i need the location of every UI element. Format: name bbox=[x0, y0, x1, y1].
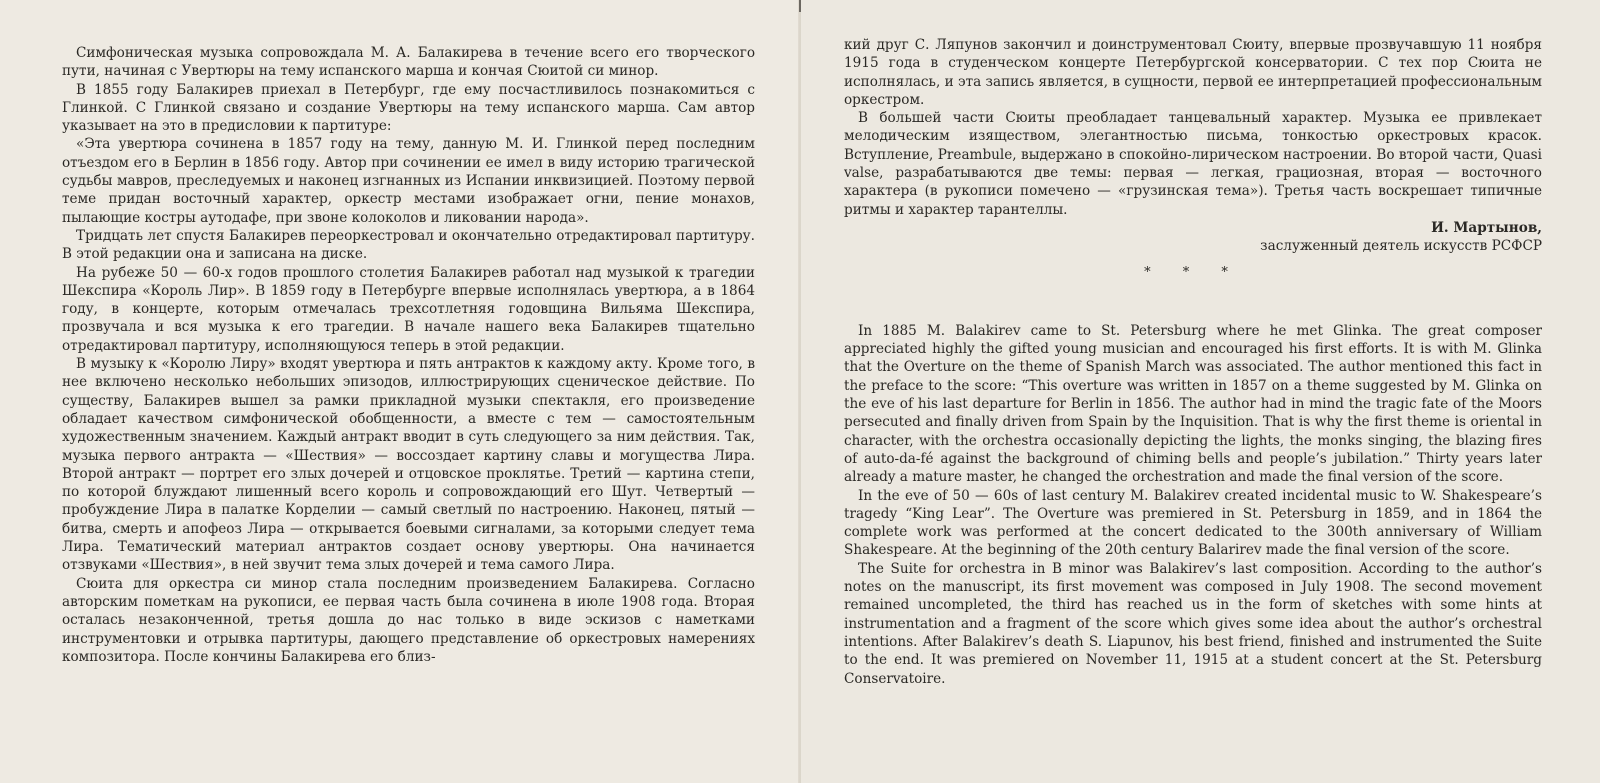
section-separator: * * * bbox=[1144, 264, 1242, 280]
paragraph-king-lear: На рубеже 50 — 60-х годов прошлого столетия Балакирев работал над музыкой к трагедии Шекспира «Король Лир». В 1859 году в Петербурге впервые исполнялась увертюра, а в 1864 году, в концерте, которым отмечалась трехсотлетняя годовщина Вильяма Шекспира, прозвучала и вся музыка к его трагедии. В начале нашего века Балакирев тщательно отредактировал партитуру, исполняющуюся теперь в этой редакции. bbox=[62, 264, 755, 354]
paragraph-en-glinka: In 1885 M. Balakirev came to St. Petersburg where he met Glinka. The great composer appreciated highly the gifted young musician and encouraged his first efforts. It is with M. Glinka that the Overture on the theme of Spanish March was associated. The author mentioned this fact in the preface to the score: “This overture was written in 1857 on a theme suggested by M. Glinka on the eve of his last departure for Berlin in 1856. The author had in mind the tragic fate of the Moors persecuted and finally driven from Spain by the Inquisition. That is why the first theme is oriental in character, with the orchestra occasionally depicting the lights, the monks singing, the blazing fires of auto-da-fé against the background of chiming bells and people’s jubilation.” Thirty years later already a mature master, he changed the orchestration and made the final version of the score. bbox=[844, 322, 1542, 486]
right-page bbox=[801, 0, 1600, 783]
paragraph-en-king-lear: In the eve of 50 — 60s of last century M. Balakirev created incidental music to W. Shakespeare’s tragedy “King Lear”. The Overture was premiered in St. Petersburg in 1859, and in 1864 the complete work was performed at the concert dedicated to the 300th anniversary of William Shakespeare. At the beginning of the 20th century Balarirev made the final version of the score. bbox=[844, 487, 1542, 559]
author-signature-name: И. Мартынов, bbox=[1431, 219, 1542, 236]
paragraph-suite: Сюита для оркестра си минор стала последним произведением Балакирева. Согласно авторским пометкам на рукописи, ее первая часть была сочинена в июле 1908 года. Вторая осталась незаконченной, третья дошла до нас только в виде эскизов с наметками инструментовки и отрывка партитуры, дающего представление об оркестровых намерениях композитора. После кончины Балакирева его близ- bbox=[62, 575, 755, 665]
author-signature-title: заслуженный деятель искусств РСФСР bbox=[1260, 238, 1542, 255]
left-page bbox=[0, 0, 799, 783]
paragraph-entractes: В музыку к «Королю Лиру» входят увертюра и пять антрактов к каждому акту. Кроме того, в нее включено несколько небольших эпизодов, иллюстрирующих сценическое действие. По существу, Балакирев вышел за рамки прикладной музыки спектакля, его произведение обладает качеством симфонической обобщенности, а вместе с тем — самостоятельным художественным значением. Каждый антракт вводит в суть следующего за ним действия. Так, музыка первого антракта — «Шествия» — воссоздает картину славы и могущества Лира. Второй антракт — портрет его злых дочерей и отцовское проклятье. Третий — картина степи, по которой блуждают лишенный всего король и сопровождающий его Шут. Четвертый — пробуждение Лира в палатке Корделии — самый светлый по настроению. Наконец, пятый — битва, смерть и апофеоз Лира — открывается боевыми сигналами, за которыми следует тема Лира. Тематический материал антрактов создает основу увертюры. Она начинается отзвуками «Шествия», в ней звучит тема злых дочерей и тема самого Лира. bbox=[62, 356, 755, 574]
paragraph-preface-quote: «Эта увертюра сочинена в 1857 году на тему, данную М. И. Глинкой перед последним отъездом его в Берлин в 1856 году. Автор при сочинении ее имел в виду историю трагической судьбы мавров, преследуемых и наконец изгнанных из Испании инквизицией. Поэтому первой теме придан восточный характер, оркестр местами изображает огни, пение монахов, пылающие костры аутодафе, при звоне колоколов и ликовании народа». bbox=[62, 136, 755, 226]
paragraph-glinka: В 1855 году Балакирев приехал в Петербург, где ему посчастливилось познакомиться с Глинкой. С Глинкой связано и создание Увертюры на тему испанского марша. Сам автор указывает на это в предисловии к партитуре: bbox=[62, 81, 755, 135]
paragraph-suite-character: В большей части Сюиты преобладает танцевальный характер. Музыка ее привлекает мелодическим изяществом, элегантностью письма, тонкостью оркестровых красок. Вступление, Preambule, выдержано в спокойно-лирическом настроении. Во второй части, Quasi valse, разрабатываются две темы: первая — легкая, грациозная, вторая — восточного характера (в рукописи помечено — «грузинская тема»). Третья часть воскрешает типичные ритмы и характер тарантеллы. bbox=[844, 110, 1542, 218]
paragraph-reorchestration: Тридцать лет спустя Балакирев переоркестровал и окончательно отредактировал партитуру. В этой редакции она и записана на диске. bbox=[62, 227, 755, 263]
left-page-text-column bbox=[62, 44, 755, 666]
paragraph-intro: Симфоническая музыка сопровождала М. А. Балакирева в течение всего его творческого пути, начиная с Увертюры на тему испанского марша и кончая Сюитой си минор. bbox=[62, 45, 755, 80]
right-page-text-column bbox=[844, 36, 1542, 688]
paragraph-suite-continued: кий друг С. Ляпунов закончил и доинструментовал Сюиту, впервые прозвучавшую 11 ноября 1915 года в студенческом концерте Петербургской консерватории. С тех пор Сюита не исполнялась, и эта запись является, в сущности, первой ее интерпретацией профессиональным оркестром. bbox=[844, 37, 1542, 108]
paragraph-en-suite: The Suite for orchestra in B minor was Balakirev’s last composition. According to the author’s notes on the manuscript, its first movement was composed in July 1908. The second movement remained uncompleted, the third has reached us in the form of sketches with some hints at instrumentation and a fragment of the score which gives some idea about the author’s orchestral intentions. After Balakirev’s death S. Liapunov, his best friend, finished and instrumented the Suite to the end. It was premiered on November 11, 1915 at a student concert at the St. Petersburg Conservatoire. bbox=[844, 560, 1542, 687]
